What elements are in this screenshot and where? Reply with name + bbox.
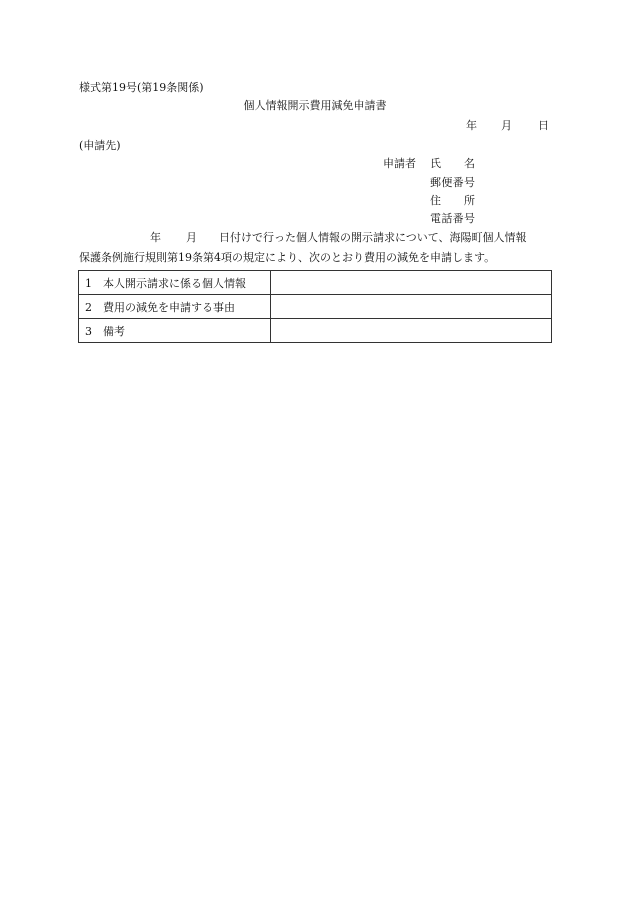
row-label: 本人開示請求に係る個人情報 xyxy=(103,276,246,290)
request-table xyxy=(78,270,552,343)
body-line2-text: 保護条例施行規則第19条第4項の規定により、次のとおり費用の減免を申請します。 xyxy=(79,251,496,264)
recipient-label: (申請先) xyxy=(79,139,121,152)
date-month-label: 月 xyxy=(501,119,512,132)
row-number: 1 xyxy=(85,276,92,290)
personal-info-field[interactable] xyxy=(271,271,552,295)
row-label: 費用の減免を申請する事由 xyxy=(103,300,235,314)
row-label: 備考 xyxy=(103,324,125,338)
date-day-label: 日 xyxy=(538,119,549,132)
date-year-label: 年 xyxy=(466,119,477,132)
table-row xyxy=(79,295,552,319)
remarks-field[interactable] xyxy=(271,319,552,343)
applicant-address-label: 住所 xyxy=(430,194,475,207)
applicant-name-label: 氏名 xyxy=(430,157,475,170)
applicant-label: 申請者 xyxy=(383,157,416,170)
table-row xyxy=(79,319,552,343)
reduction-reason-field[interactable] xyxy=(271,295,552,319)
row-number: 3 xyxy=(85,324,92,338)
applicant-postal-code-label: 郵便番号 xyxy=(430,176,475,189)
body-month-label: 月 xyxy=(186,231,197,244)
form-number: 様式第19号(第19条関係) xyxy=(79,81,204,94)
row-label-cell xyxy=(79,295,271,319)
row-label-cell xyxy=(79,319,271,343)
body-year-label: 年 xyxy=(150,231,161,244)
document-title: 個人情報開示費用減免申請書 xyxy=(243,99,387,112)
applicant-phone-label: 電話番号 xyxy=(430,212,475,225)
table-row xyxy=(79,271,552,295)
row-number: 2 xyxy=(85,300,92,314)
body-line1-text: 日付けで行った個人情報の開示請求について、海陽町個人情報 xyxy=(219,231,527,244)
row-label-cell xyxy=(79,271,271,295)
